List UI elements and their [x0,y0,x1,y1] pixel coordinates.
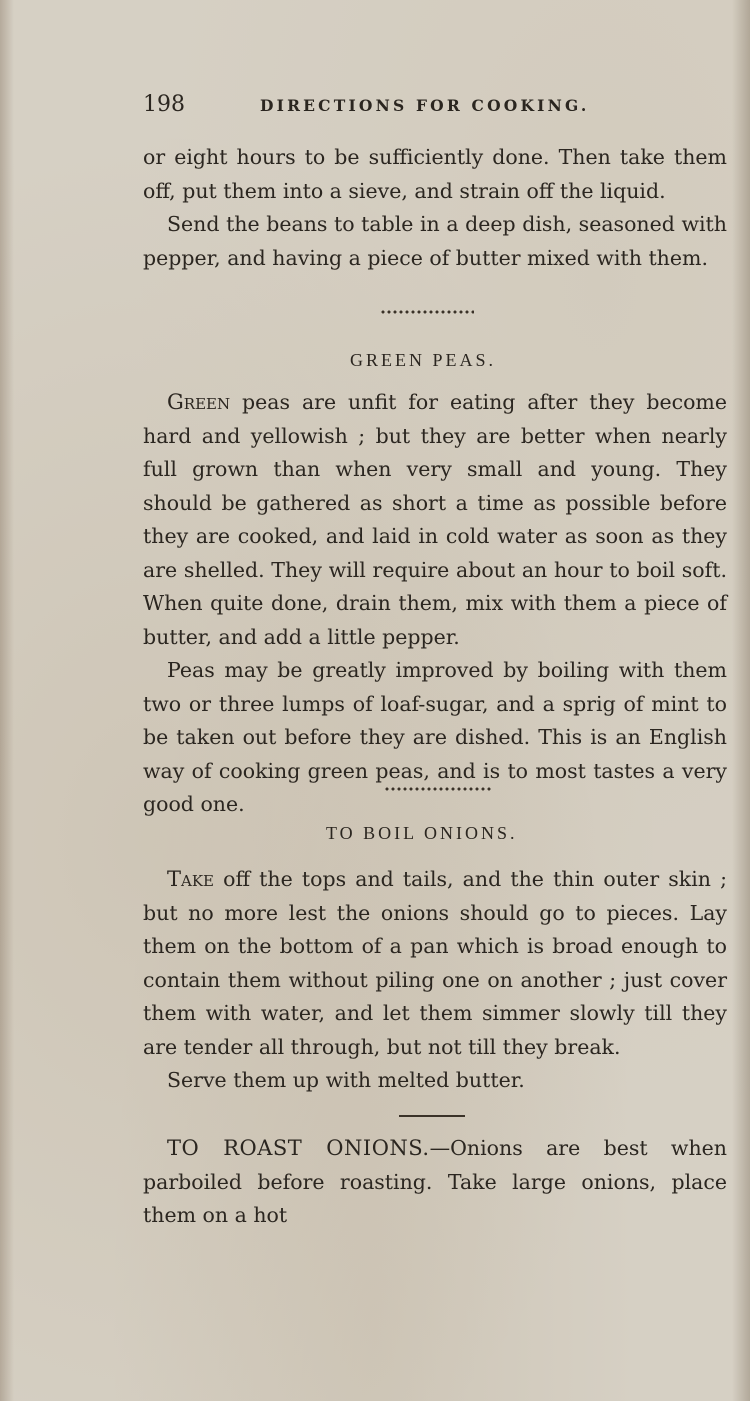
roast-onions-paragraph [143,1132,727,1233]
green-peas-paragraph-1-text: peas are unfit for eating after they become hard and yellowish ; but they are better when nearly full grown than when very small and young. They should be gathered as short a time as possible before they are cooked, and laid in cold water as soon as they are shelled. They will require about an hour to boil soft. When quite done, drain them, mix with them a piece of butter, and add a little pepper. [143,390,727,649]
green-peas-heading: GREEN PEAS. [350,350,497,370]
page-shadow-right [732,0,750,1401]
running-head [143,92,613,124]
boil-onions-section [143,863,727,1098]
green-peas-lead-word: Green [167,390,231,414]
green-peas-paragraph-2: Peas may be greatly improved by boiling with them two or three lumps of loaf-sugar, and a sprig of mint to be taken out before they are dished. This is an English way of cooking green peas, and is to most tastes a very good one. [143,658,727,816]
running-title: DIRECTIONS FOR COOKING. [260,96,590,115]
boil-onions-paragraph-1-text: off the tops and tails, and the thin outer skin ; but no more lest the onions should go to pieces. Lay them on the bottom of a pan which is broad enough to contain them without piling one on another ; just cover them with water, and let them simmer slowly till they are tender all through, but not till they break. [143,867,727,1059]
page-shadow-left [0,0,14,1401]
boil-onions-lead-word: Take [167,867,214,891]
boil-onions-paragraph-1 [143,863,727,1064]
page-number: 198 [143,92,185,117]
green-peas-section [143,386,727,822]
green-peas-paragraph-1 [143,386,727,654]
boil-onions-heading: TO BOIL ONIONS. [326,823,518,843]
continued-paragraph-2: Send the beans to table in a deep dish, seasoned with pepper, and having a piece of butter mixed with them. [143,212,727,270]
section-ornament [380,309,474,315]
roast-onions-text: —Onions are best when parboiled before roasting. Take large onions, place them on a hot [143,1136,728,1227]
boil-onions-paragraph-2: Serve them up with melted butter. [167,1068,525,1092]
roast-onions-title: TO ROAST ONIONS. [167,1136,430,1160]
roast-onions-section [143,1132,727,1233]
continued-section [143,141,727,275]
section-ornament [384,786,492,792]
section-rule [399,1115,465,1117]
continued-paragraph-1: or eight hours to be sufficiently done. Then take them off, put them into a sieve, and strain off the liquid. [143,145,727,203]
